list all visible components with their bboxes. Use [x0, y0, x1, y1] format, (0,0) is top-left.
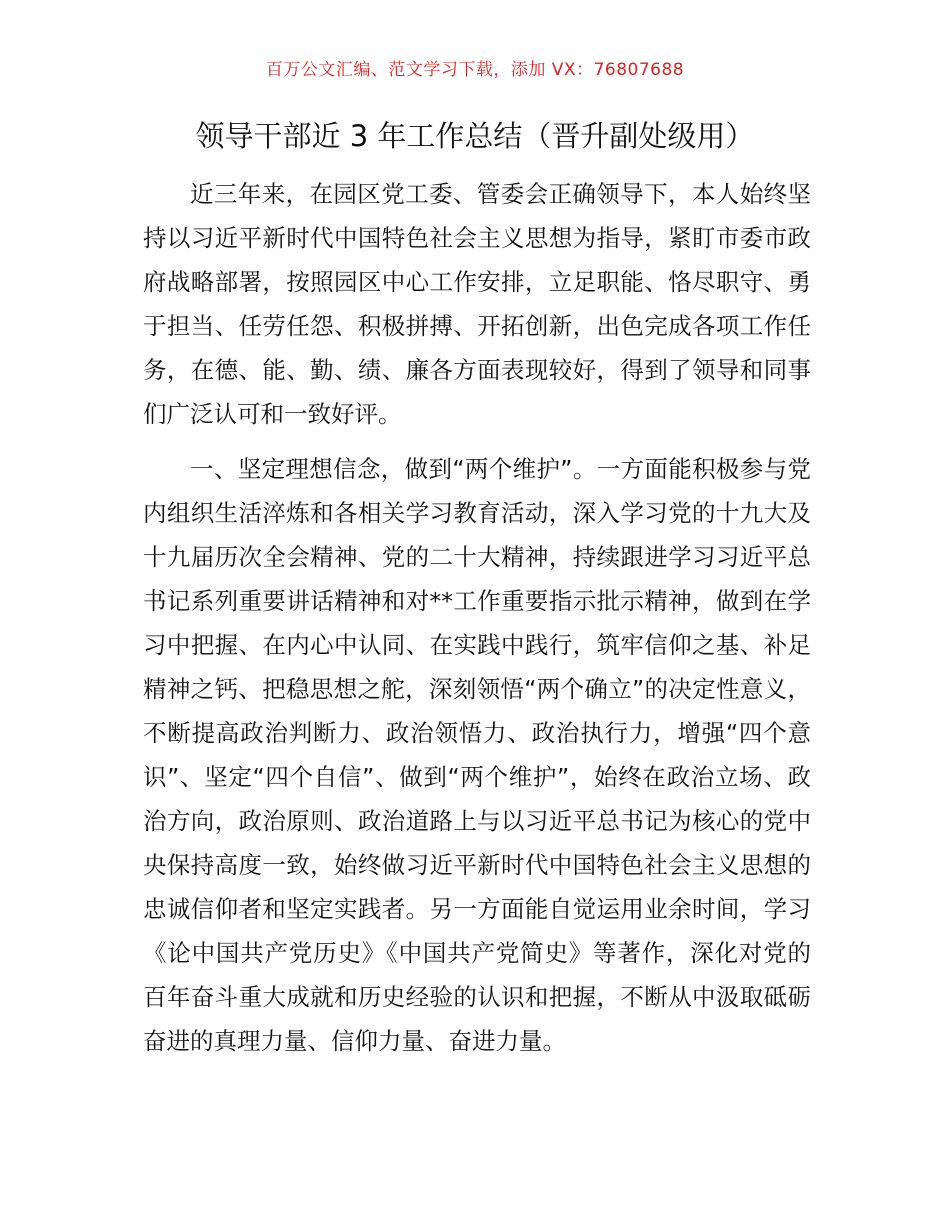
paragraph-section-1: 一、坚定理想信念，做到“两个维护”。一方面能积极参与党内组织生活淬炼和各相关学习教育活动，深入学习党的十九大及十九届历次全会精神、党的二十大精神，持续跟进学习习近平总书记系列重要讲话精神和对**工作重要指示批示精神，做到在学习中把握、在内心中认同、在实践中践行，筑牢信仰之基、补足精神之钙、把稳思想之舵，深刻领悟“两个确立”的决定性意义，不断提高政治判断力、政治领悟力、政治执行力，增强“四个意识”、坚定“四个自信”、做到“两个维护”，始终在政治立场、政治方向，政治原则、政治道路上与以习近平总书记为核心的党中央保持高度一致，始终做习近平新时代中国特色社会主义思想的忠诚信仰者和坚定实践者。另一方面能自觉运用业余时间，学习《论中国共产党历史》《中国共产党简史》等著作，深化对党的百年奋斗重大成就和历史经验的认识和把握，不断从中汲取砥砺奋进的真理力量、信仰力量、奋进力量。: [143, 455, 811, 1055]
paragraph-intro: 近三年来，在园区党工委、管委会正确领导下，本人始终坚持以习近平新时代中国特色社会主义思想为指导，紧盯市委市政府战略部署，按照园区中心工作安排，立足职能、恪尽职守、勇于担当、任劳任怨、积极拼搏、开拓创新，出色完成各项工作任务，在德、能、勤、绩、廉各方面表现较好，得到了领导和同事们广泛认可和一致好评。: [143, 180, 811, 428]
watermark-text: 百万公文汇编、范文学习下载，添加 VX：76807688: [265, 60, 685, 80]
document-body: [143, 172, 811, 1063]
document-title: 领导干部近 3 年工作总结（晋升副处级用）: [195, 119, 755, 153]
